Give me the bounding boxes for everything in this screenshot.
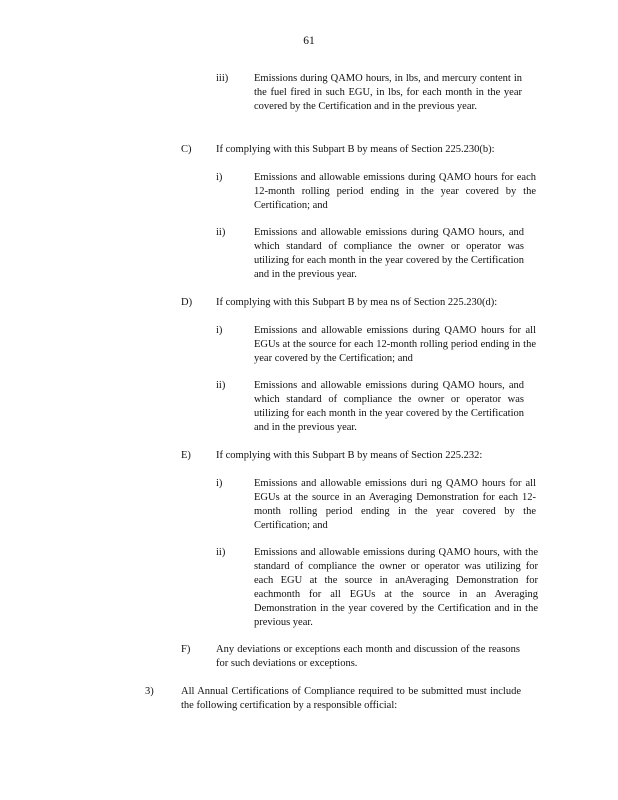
item-label-d-i: i) bbox=[216, 325, 223, 336]
item-text-c-ii: Emissions and allowable emissions during QAMO hours, and which standard of compliance the owner or operator was utilizing for each month in the year covered by the Certification and in the previous year. bbox=[254, 227, 524, 280]
item-text-3: All Annual Certifications of Compliance required to be submitted must include the following certification by a responsible official: bbox=[181, 686, 521, 711]
item-text-iii: Emissions during QAMO hours, in lbs, and mercury content in the fuel fired in such EGU, in lbs, for each month in the year covered by the Certification and in the previous year. bbox=[254, 73, 522, 112]
page-number: 61 bbox=[303, 35, 315, 47]
item-label-d-ii: ii) bbox=[216, 380, 226, 391]
item-text-e: If complying with this Subpart B by means of Section 225.232: bbox=[216, 450, 483, 461]
item-label-e-i: i) bbox=[216, 478, 223, 489]
item-label-e: E) bbox=[181, 450, 191, 461]
item-label-c: C) bbox=[181, 144, 192, 155]
item-label-e-ii: ii) bbox=[216, 547, 226, 558]
item-label-d: D) bbox=[181, 297, 193, 308]
item-text-d-i: Emissions and allowable emissions during QAMO hours for all EGUs at the source for each 12-month rolling period ending in the year covered by the Certification; and bbox=[254, 325, 536, 364]
item-text-e-i: Emissions and allowable emissions duri ng QAMO hours for all EGUs at the source in an Averaging Demonstration for each 12-month rolling period ending in the year covered by the Certification; and bbox=[254, 478, 536, 531]
item-label-3: 3) bbox=[145, 686, 154, 697]
item-text-e-ii: Emissions and allowable emissions during QAMO hours, with the standard of compliance the owner or operator was utilizing for each EGU at the source in anAveraging Demonstration for eachmonth for all EGUs at the source in an Averaging Demonstration in the year covered by the Certification and in the previous year. bbox=[254, 547, 538, 628]
item-text-f: Any deviations or exceptions each month and discussion of the reasons for such deviations or exceptions. bbox=[216, 644, 520, 669]
item-text-d-ii: Emissions and allowable emissions during QAMO hours, and which standard of compliance the owner or operator was utilizing for each month in the year covered by the Certification and in the previous year. bbox=[254, 380, 524, 433]
item-label-iii: iii) bbox=[216, 73, 229, 84]
item-label-c-ii: ii) bbox=[216, 227, 226, 238]
item-label-f: F) bbox=[181, 644, 191, 655]
item-label-c-i: i) bbox=[216, 172, 223, 183]
item-text-d: If complying with this Subpart B by mea ns of Section 225.230(d): bbox=[216, 297, 498, 308]
item-text-c-i: Emissions and allowable emissions during QAMO hours for each 12-month rolling period ending in the year covered by the Certification; and bbox=[254, 172, 536, 211]
item-text-c: If complying with this Subpart B by means of Section 225.230(b): bbox=[216, 144, 495, 155]
